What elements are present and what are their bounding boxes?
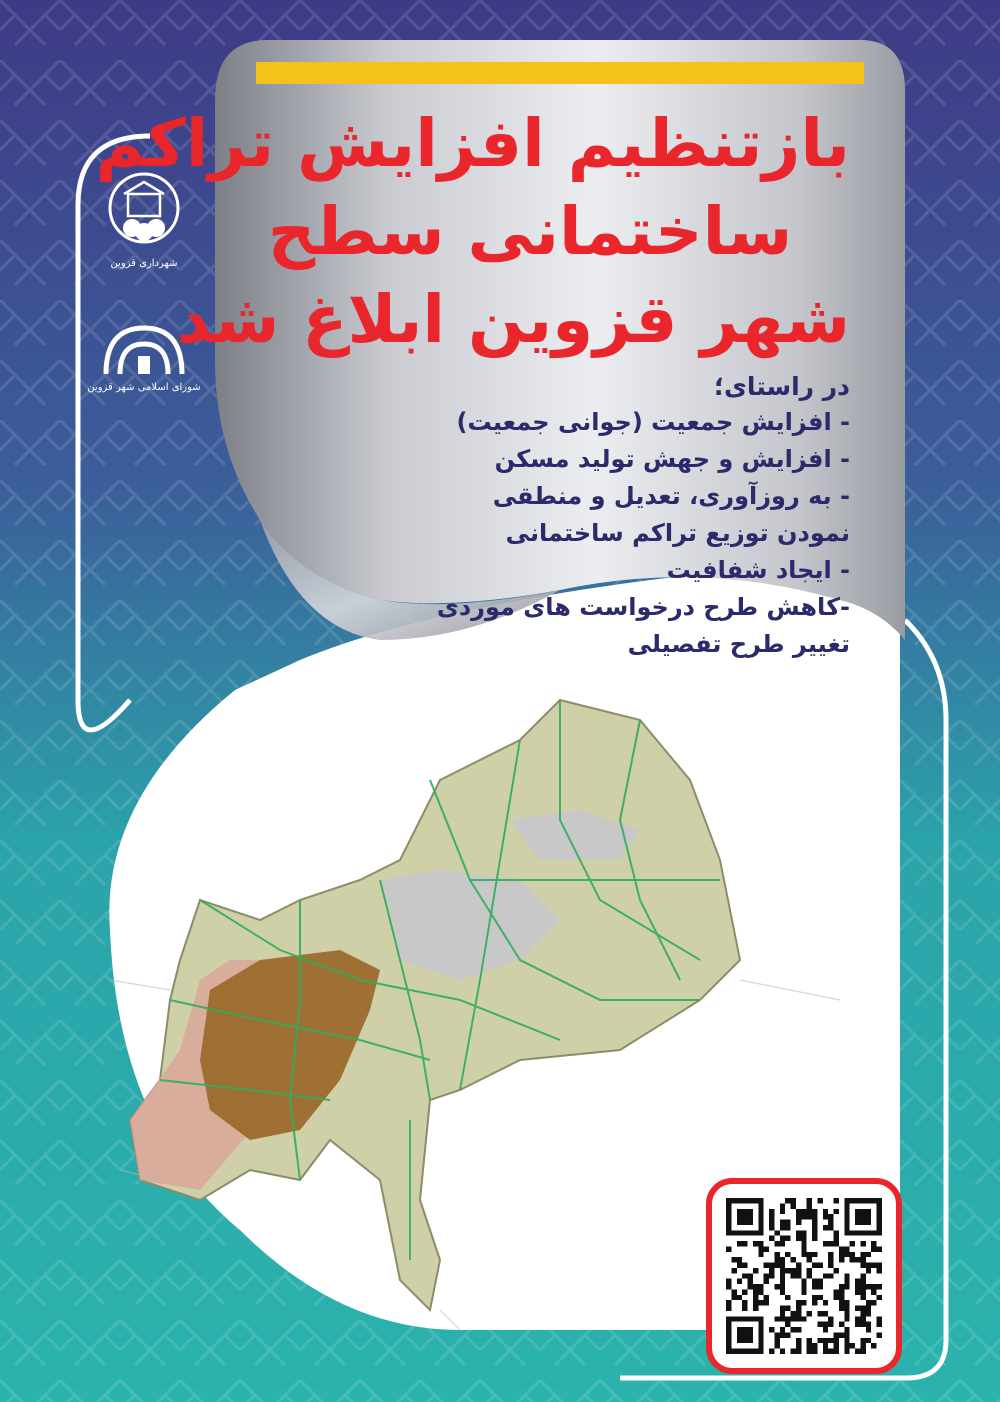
qr-code-icon[interactable] — [726, 1198, 882, 1354]
title-line-1: بازتنظیم افزایش تراکم — [95, 105, 850, 182]
council-caption: شورای اسلامی شهر قزوین — [87, 382, 201, 393]
qr-frame[interactable] — [706, 1178, 902, 1374]
municipality-caption: شهرداری قزوین — [110, 258, 178, 269]
goal-item: - افزایش جمعیت (جوانی جمعیت) — [456, 408, 850, 436]
goal-item: - افزایش و جهش تولید مسکن — [494, 445, 850, 473]
title-line-2: ساختمانی سطح — [267, 193, 793, 270]
intro-text: در راستای؛ — [714, 372, 850, 401]
goals-list — [420, 404, 850, 663]
goal-item: - ایجاد شفافیت — [666, 556, 850, 584]
yellow-bar — [256, 62, 864, 84]
title-line-3: شهر قزوین ابلاغ شد — [176, 281, 850, 358]
goal-item: - به روزآوری، تعدیل و منطقی نمودن توزیع تراکم ساختمانی — [492, 482, 850, 547]
goal-item: -کاهش طرح درخواست های موردی تغییر طرح تفصیلی — [436, 593, 850, 658]
